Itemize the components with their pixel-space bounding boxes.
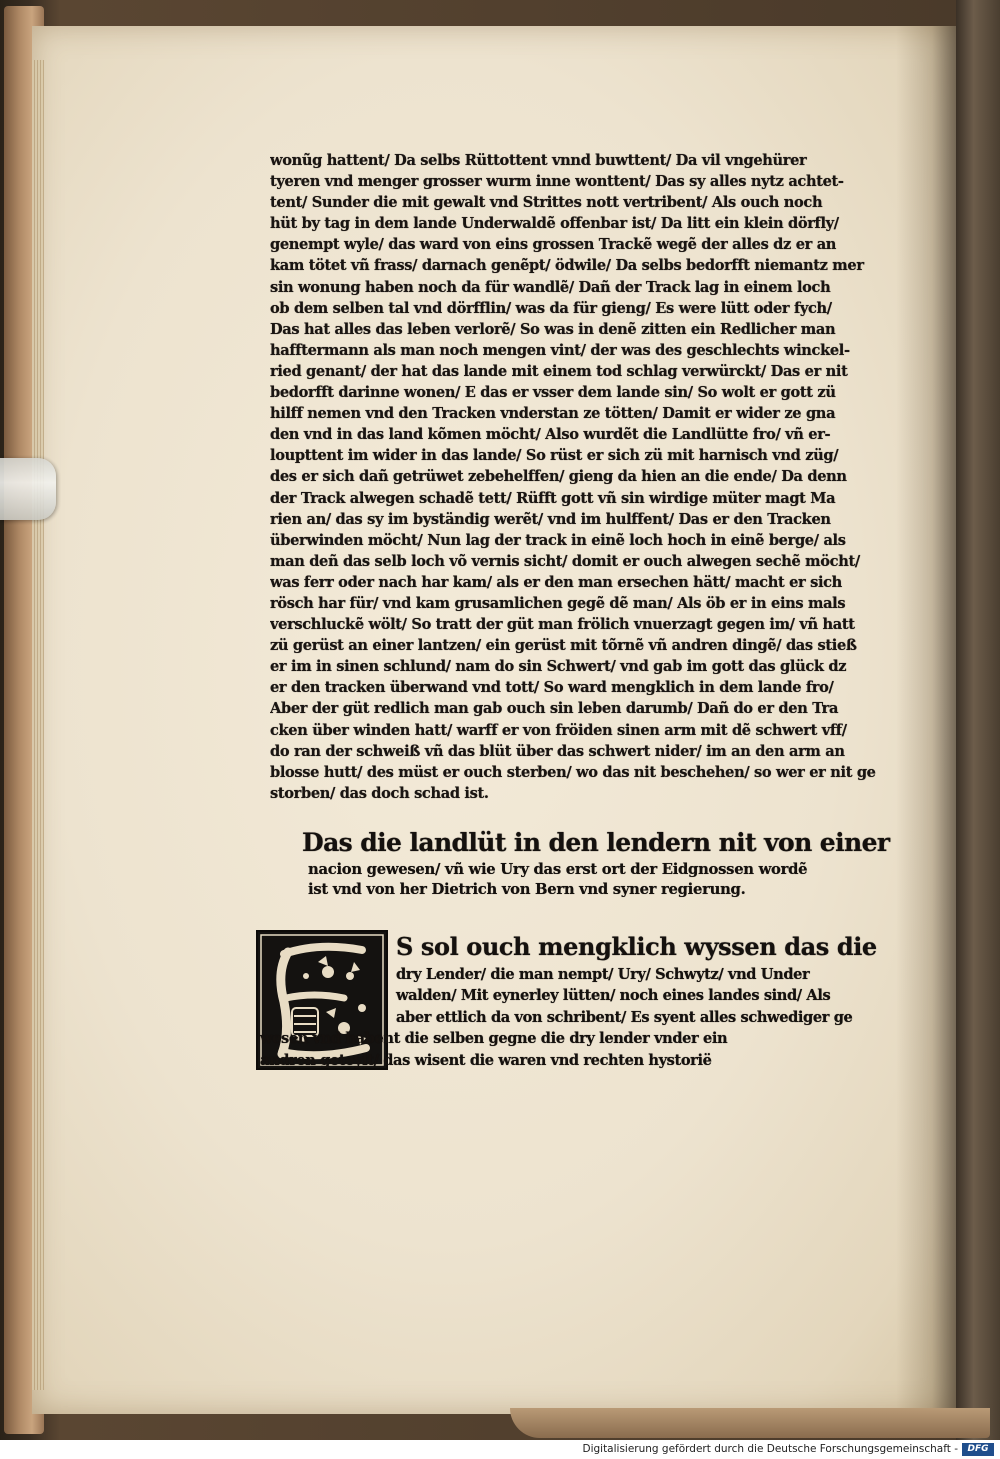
- heading-sub-line-2: ist vnd von her Dietrich von Bern vnd syner regierung.: [308, 881, 746, 898]
- para2-line-1: dry Lender/ die man nempt/ Ury/ Schwytz/ vnd Under: [396, 966, 810, 983]
- body-line: des er sich dañ getrüwet zebehelffen/ gieng da hien an die ende/ Da denn: [270, 468, 847, 486]
- chapter-heading: [302, 826, 890, 900]
- dfg-logo: DFG: [962, 1443, 994, 1456]
- body-line: hüt by tag in dem lande Underwaldẽ offenbar ist/ Da litt ein klein dörfly/: [270, 215, 839, 233]
- body-line: rien an/ das sy im byständig werẽt/ vnd im hulffent/ Das er den Tracken: [270, 510, 831, 528]
- body-line: wonũg hattent/ Da selbs Rüttottent vnnd buwttent/ Da vil vngehürer: [270, 152, 807, 169]
- bleed-through-mark: [540, 108, 800, 138]
- body-line: blosse hutt/ des müst er ouch sterben/ wo das nit beschehen/ so wer er nit ge: [270, 763, 876, 781]
- digitization-credit-bar: [0, 1440, 1000, 1459]
- main-text-block: [270, 150, 880, 804]
- body-line: cken über winden hatt/ warff er von fröiden sinen arm mit dẽ schwert vff/: [270, 721, 847, 739]
- body-line: sin wonung haben noch da für wandlẽ/ Dañ der Track lag in einem loch: [270, 278, 831, 296]
- body-line: genempt wyle/ das ward von eins grossen Trackẽ wegẽ der alles dz er an: [270, 236, 837, 254]
- body-line: verschluckẽ wölt/ So tratt der güt man frölich vnuerzagt gegen im/ vñ hatt: [270, 616, 855, 634]
- page-stack-edges: [32, 60, 44, 1390]
- para2-first-line: S sol ouch mengklich wyssen das die: [396, 932, 877, 961]
- heading-sub-line-1: nacion gewesen/ vñ wie Ury das erst ort der Eidgnossen wordẽ: [308, 861, 808, 878]
- body-line: was ferr oder nach har kam/ als er den man ersechen hätt/ macht er sich: [270, 573, 842, 591]
- body-line: tent/ Sunder die mit gewalt vnd Strittes nott vertribent/ Als ouch noch: [270, 194, 823, 212]
- body-line: hafftermann als man noch mengen vint/ der was des geschlechts winckel-: [270, 341, 850, 359]
- body-line: hilff nemen vnd den Tracken vnderstan ze tötten/ Damit er wider ze gna: [270, 405, 836, 423]
- body-line: den vnd in das land kõmen möcht/ Also wurdẽt die Landlütte fro/ vñ er-: [270, 426, 831, 444]
- body-line: der Track alwegen schadẽ tett/ Rüfft gott vñ sin wirdige müter magt Ma: [270, 489, 836, 507]
- body-line: er den tracken überwand vnd tott/ So ward mengklich in dem lande fro/: [270, 679, 834, 697]
- body-line: Das hat alles das leben verlorẽ/ So was in denẽ zitten ein Redlicher man: [270, 320, 836, 338]
- body-line: überwinden möcht/ Nun lag der track in einẽ loch hoch in einẽ berge/ als: [270, 531, 846, 549]
- page-bottom-edge: [510, 1408, 990, 1438]
- body-line: do ran der schweiß vñ das blüt über das schwert nider/ im an den arm an: [270, 742, 845, 760]
- para2-line-4: wesen vnd habent die selben gegne die dry lender vnder ein: [260, 1030, 728, 1048]
- body-line: loupttent im wider in das lande/ So rüst er sich zü mit harnisch vnd züg/: [270, 447, 839, 465]
- para2-line-5: andren geteylt/ das wisent die waren vnd rechten hystorië: [260, 1051, 712, 1069]
- body-line: Aber der güt redlich man gab ouch sin leben darumb/ Dañ do er den Tra: [270, 700, 839, 718]
- body-line: rösch har für/ vnd kam grusamlichen gegẽ dẽ man/ Als öb er in eins mals: [270, 594, 846, 612]
- page-gutter-shadow: [896, 26, 956, 1414]
- body-line: ried genant/ der hat das lande mit einem tod schlag verwürckt/ Das er nit: [270, 362, 848, 380]
- body-line: zü gerüst an einer lantzen/ ein gerüst mit tõrnẽ vñ andren dingẽ/ das stieß: [270, 637, 857, 655]
- para2-line-3: aber ettlich da von schribent/ Es syent alles schwediger ge: [396, 1008, 853, 1026]
- body-line: tyeren vnd menger grosser wurm inne wonttent/ Das sy alles nytz achtet-: [270, 173, 844, 191]
- page-clip: [0, 458, 56, 520]
- heading-title: Das die landlüt in den lendern nit von einer: [302, 828, 890, 857]
- body-line: er im in sinen schlund/ nam do sin Schwert/ vnd gab im gott das glück dz: [270, 658, 847, 676]
- binding-strip: [956, 0, 1000, 1440]
- second-paragraph: [260, 930, 886, 1071]
- body-line: man deñ das selb loch võ vernis sicht/ domit er ouch alwegen sechẽ möcht/: [270, 552, 860, 570]
- para2-line-2: walden/ Mit eynerley lütten/ noch eines landes sind/ Als: [396, 987, 831, 1005]
- body-line: bedorfft darinne wonen/ E das er vsser dem lande sin/ So wolt er gott zü: [270, 384, 836, 402]
- credit-text: Digitalisierung gefördert durch die Deutsche Forschungsgemeinschaft -: [582, 1443, 958, 1455]
- body-line: kam tötet vñ frass/ darnach genẽpt/ ödwile/ Da selbs bedorfft niemantz mer: [270, 257, 864, 275]
- body-line: storben/ das doch schad ist.: [270, 784, 489, 802]
- body-line: ob dem selben tal vnd dörfflin/ was da für gieng/ Es were lütt oder fych/: [270, 299, 832, 317]
